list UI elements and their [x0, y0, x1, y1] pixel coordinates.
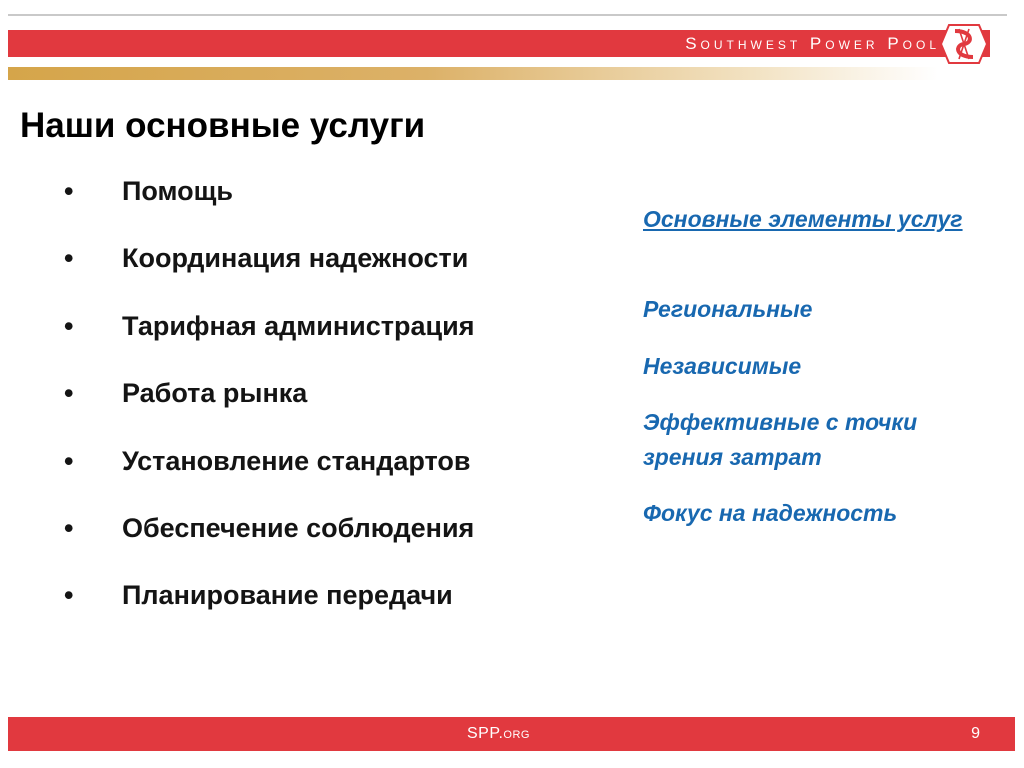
service-label: Планирование передачи: [122, 580, 453, 610]
bullet: •: [64, 580, 74, 610]
element-item-cost-effective: Эффективные с точки зрения затрат: [643, 409, 918, 470]
service-label: Помощь: [122, 176, 234, 206]
service-label: Тарифная администрация: [122, 311, 475, 341]
spp-logo-icon: [939, 23, 989, 65]
company-name: Southwest Power Pool: [685, 34, 940, 53]
bullet: •: [64, 446, 74, 476]
gold-accent-band: [8, 67, 938, 80]
element-item-regional: Региональные: [643, 296, 813, 322]
element-item-independent: Независимые: [643, 353, 802, 379]
bullet: •: [64, 513, 74, 543]
elements-heading-link[interactable]: Основные элементы услуг: [643, 206, 963, 232]
bullet: •: [64, 176, 74, 206]
element-item-reliability-focus: Фокус на надежность: [643, 500, 898, 526]
service-label: Обеспечение соблюдения: [122, 513, 475, 543]
top-divider: [8, 14, 1007, 16]
service-label: Координация надежности: [122, 243, 469, 273]
service-label: Работа рынка: [122, 378, 308, 408]
bullet: •: [64, 378, 74, 408]
page-number: 9: [971, 725, 980, 742]
service-label: Установление стандартов: [122, 446, 471, 476]
bullet: •: [64, 243, 74, 273]
page-title: Наши основные услуги: [20, 106, 426, 145]
footer-site-link[interactable]: SPP.org: [467, 725, 530, 742]
bullet: •: [64, 311, 74, 341]
